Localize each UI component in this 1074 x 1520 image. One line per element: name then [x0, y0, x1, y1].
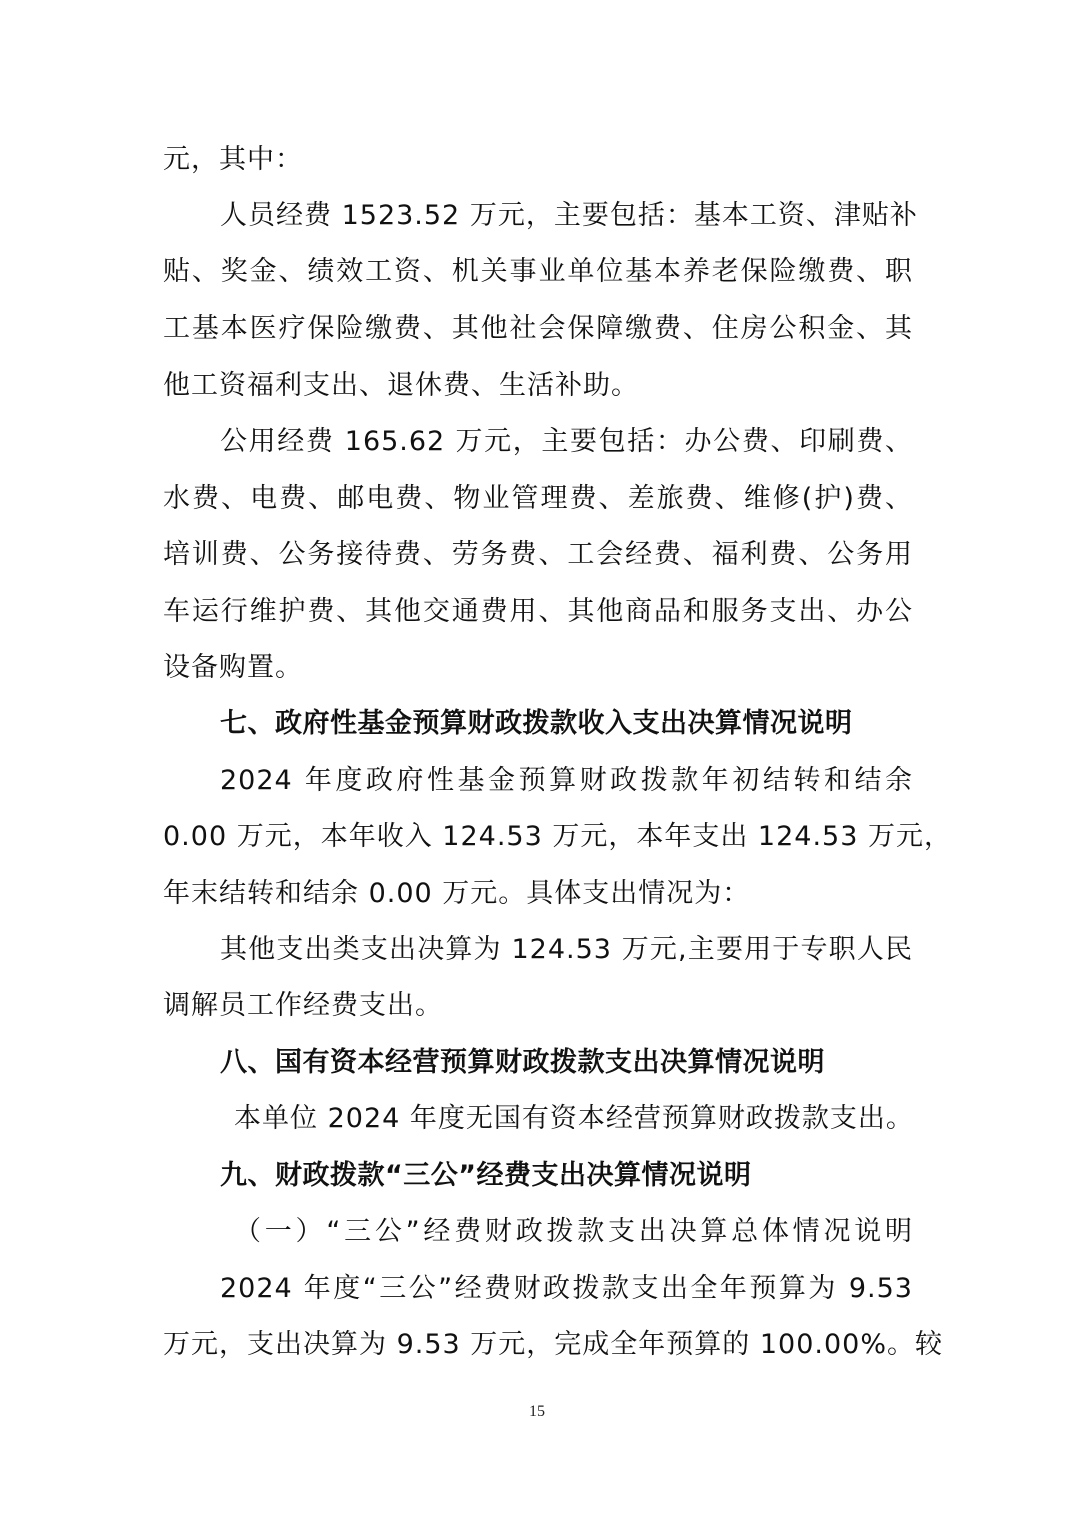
body-text-line: 他工资福利支出、退休费、生活补助。: [163, 370, 639, 401]
body-text-line: 年末结转和结余 0.00 万元。具体支出情况为：: [163, 878, 751, 909]
body-text-line: 工基本医疗保险缴费、其他社会保障缴费、住房公积金、其: [163, 313, 913, 344]
body-text-line: 人员经费 1523.52 万元，主要包括：基本工资、津贴补: [220, 200, 918, 231]
section-heading-8: 八、国有资本经营预算财政拨款支出决算情况说明: [220, 1047, 825, 1078]
body-text-line: 车运行维护费、其他交通费用、其他商品和服务支出、办公: [163, 596, 913, 627]
body-text-line: 贴、奖金、绩效工资、机关事业单位基本养老保险缴费、职: [163, 256, 913, 287]
body-text-line: 0.00 万元，本年收入 124.53 万元，本年支出 124.53 万元，: [163, 821, 952, 852]
section-heading-9: 九、财政拨款“三公”经费支出决算情况说明: [220, 1160, 752, 1191]
body-text-line: 调解员工作经费支出。: [163, 990, 443, 1021]
subsection-heading: （一）“三公”经费财政拨款支出决算总体情况说明: [234, 1216, 913, 1247]
section-heading-7: 七、政府性基金预算财政拨款收入支出决算情况说明: [220, 708, 853, 739]
body-text-line: 万元，支出决算为 9.53 万元，完成全年预算的 100.00%。较: [163, 1329, 943, 1360]
body-text-line: 公用经费 165.62 万元，主要包括：办公费、印刷费、: [220, 426, 913, 457]
body-text-line: 元，其中：: [163, 144, 303, 175]
body-text-line: 2024 年度“三公”经费财政拨款支出全年预算为 9.53: [220, 1273, 913, 1304]
body-text-line: 2024 年度政府性基金预算财政拨款年初结转和结余: [220, 765, 913, 796]
body-text-line: 其他支出类支出决算为 124.53 万元,主要用于专职人民: [220, 934, 913, 965]
body-text-line: 设备购置。: [163, 652, 303, 683]
body-text-line: 水费、电费、邮电费、物业管理费、差旅费、维修(护)费、: [163, 483, 913, 514]
page-number: 15: [529, 1403, 545, 1420]
body-text-line: 本单位 2024 年度无国有资本经营预算财政拨款支出。: [234, 1103, 914, 1134]
body-text-line: 培训费、公务接待费、劳务费、工会经费、福利费、公务用: [163, 539, 913, 570]
